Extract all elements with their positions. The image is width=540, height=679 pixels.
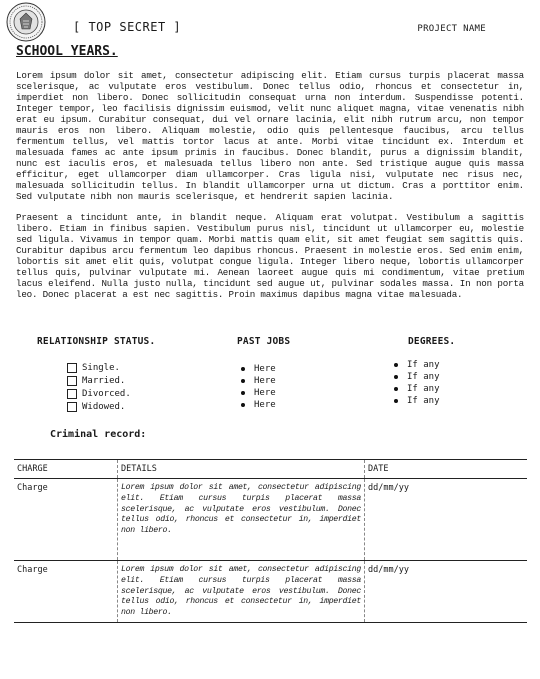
column-header-charge: CHARGE [14, 460, 118, 479]
option-label: Widowed. [82, 401, 126, 412]
body-paragraph: Praesent a tincidunt ante, in blandit neque. Aliquam erat volutpat. Vestibulum a sagittis libero. Etiam in finibus sapien. Vestibulum purus nisl, tincidunt ut ullamcorper eu, molestie sed ligula. Vivamus in tempor quam. Morbi mattis quam elit, sit amet feugiat sem sagittis quis. Curabitur dapibus arcu fermentum leo dapibus rhoncus. Praesent in molestie eros. Sed enim enim, lobortis sit amet elit quis, volutpat congue ligula. Integer libero neque, lobortis ullamcorper tellus quis, pulvinar vulputate mi. Aenean laoreet augue quis mi condimentum, vitae pretium lacus eleifend. Nulla justo nulla, tincidunt sed augue ut, pulvinar sodales massa. In non porta leo. Donec placerat a est nec sagittis. Proin maximus dapibus magna vitae malesuada. [16, 212, 524, 300]
list-item [394, 395, 440, 407]
list-item-text: Here [254, 388, 276, 398]
checkbox[interactable] [67, 402, 77, 412]
relationship-option-single[interactable] [67, 361, 131, 374]
list-item-text: Here [254, 376, 276, 386]
list-item-text: Here [254, 400, 276, 410]
degrees-list [394, 359, 440, 407]
degrees-heading: DEGREES. [408, 336, 456, 347]
table-row [14, 479, 527, 561]
relationship-options [67, 361, 131, 413]
relationship-heading: RELATIONSHIP STATUS. [37, 336, 156, 347]
bullet-icon [241, 367, 245, 371]
bullet-icon [241, 391, 245, 395]
list-item [241, 387, 276, 399]
table-row [14, 561, 527, 623]
table-header-row [14, 460, 527, 479]
bullet-icon [241, 379, 245, 383]
option-label: Divorced. [82, 388, 131, 399]
date-cell: dd/mm/yy [365, 479, 528, 561]
list-item-text: Here [254, 364, 276, 374]
list-item-text: If any [407, 384, 440, 394]
details-cell: Lorem ipsum dolor sit amet, consectetur adipiscing elit. Etiam cursus turpis placerat massa scelerisque, ac vulputate eros vestibulum. Donec tellus odio, rhoncus et consectetur in, imperdiet non libero. [118, 479, 365, 561]
bullet-icon [394, 375, 398, 379]
classification-label: [ TOP SECRET ] [73, 20, 182, 34]
list-item-text: If any [407, 396, 440, 406]
relationship-option-divorced[interactable] [67, 387, 131, 400]
column-header-date: DATE [365, 460, 528, 479]
details-cell: Lorem ipsum dolor sit amet, consectetur adipiscing elit. Etiam cursus turpis placerat massa scelerisque, ac vulputate eros vestibulum. Donec tellus odio, rhoncus et consectetur in, imperdiet non libero. [118, 561, 365, 623]
list-item [241, 363, 276, 375]
list-item [241, 375, 276, 387]
list-item [394, 359, 440, 371]
checkbox[interactable] [67, 389, 77, 399]
option-label: Single. [82, 362, 120, 373]
checkbox[interactable] [67, 363, 77, 373]
project-name: PROJECT NAME [417, 24, 486, 34]
criminal-record-table [14, 459, 527, 623]
past-jobs-heading: PAST JOBS [237, 336, 291, 347]
bullet-icon [241, 403, 245, 407]
seal-icon [6, 2, 46, 42]
checkbox[interactable] [67, 376, 77, 386]
bullet-icon [394, 387, 398, 391]
list-item [241, 399, 276, 411]
charge-cell: Charge [14, 561, 118, 623]
bullet-icon [394, 363, 398, 367]
body-paragraph: Lorem ipsum dolor sit amet, consectetur adipiscing elit. Etiam cursus turpis placerat massa scelerisque, ac vulputate eros vestibulum. Donec tellus odio, rhoncus et consectetur in, imperdiet non libero. Donec sollicitudin consequat urna non interdum. Suspendisse potenti. Integer tempor, leo facilisis dignissim euismod, velit nunc aliquet magna, vitae venenatis nibh erat eu ipsum. Curabitur consequat, dui vel ornare lacinia, elit nibh rutrum arcu, non tempor mauris eros non libero. Aliquam molestie, odio quis pellentesque faucibus, arcu tellus fermentum tellus, vel mattis tortor lacus at ante. Morbi vitae tincidunt ex. Interdum et malesuada fames ac ante ipsum primis in faucibus. Donec blandit, purus a dignissim blandit, nunc est iaculis eros, et malesuada tellus libero non ante. Sed tristique augue quis massa efficitur, eget ullamcorper diam ullamcorper. Cras ligula nisi, vulputate nec risus nec, malesuada sollicitudin tellus. In blandit ullamcorper urna ut dictum. Cras a porttitor enim. Sed vulputate nibh non mauris scelerisque, et hendrerit sapien lacinia. [16, 70, 524, 202]
past-jobs-list [241, 363, 276, 411]
relationship-option-married[interactable] [67, 374, 131, 387]
list-item [394, 371, 440, 383]
charge-cell: Charge [14, 479, 118, 561]
relationship-option-widowed[interactable] [67, 400, 131, 413]
list-item [394, 383, 440, 395]
list-item-text: If any [407, 360, 440, 370]
column-header-details: DETAILS [118, 460, 365, 479]
page-title: SCHOOL YEARS. [16, 44, 118, 59]
option-label: Married. [82, 375, 126, 386]
date-cell: dd/mm/yy [365, 561, 528, 623]
criminal-record-heading: Criminal record: [50, 429, 147, 440]
list-item-text: If any [407, 372, 440, 382]
bullet-icon [394, 399, 398, 403]
